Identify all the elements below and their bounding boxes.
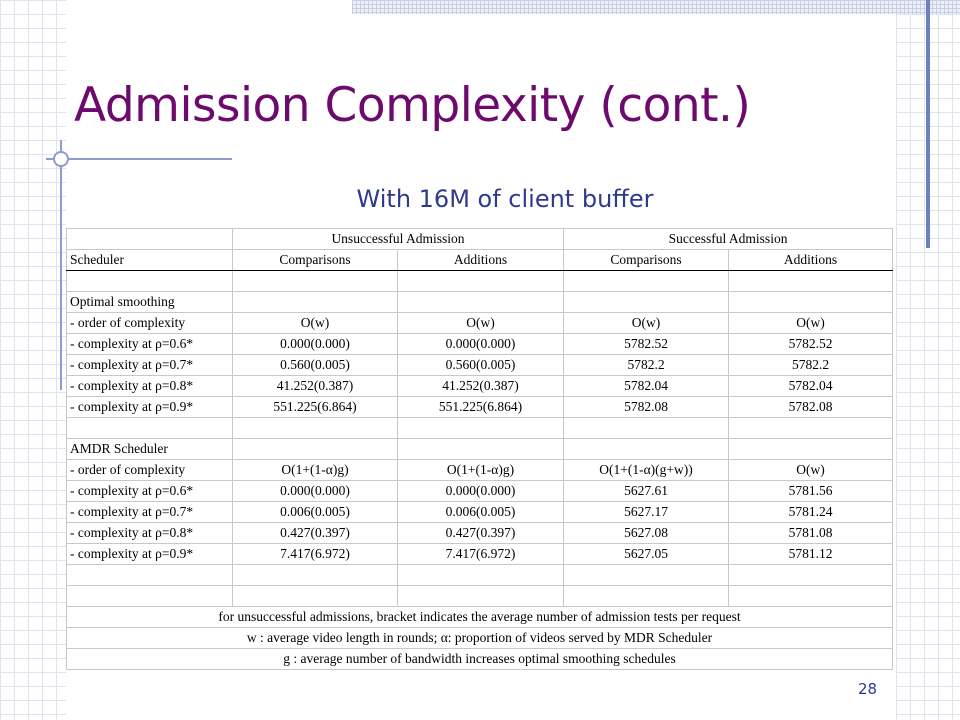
table-cell: 0.427(0.397) xyxy=(233,523,398,544)
column-header-additions: Additions xyxy=(398,250,564,271)
table-cell: 7.417(6.972) xyxy=(398,544,564,565)
table-cell: 5627.61 xyxy=(564,481,729,502)
table-cell: O(1+(1-α)(g+w)) xyxy=(564,460,729,481)
table-cell: 41.252(0.387) xyxy=(233,376,398,397)
table-cell: 41.252(0.387) xyxy=(398,376,564,397)
section-title-optimal-smoothing: Optimal smoothing xyxy=(67,292,233,313)
background-grid-left xyxy=(0,0,66,720)
table-cell: 0.000(0.000) xyxy=(398,481,564,502)
table-cell: O(1+(1-α)g) xyxy=(233,460,398,481)
table-cell: 5627.08 xyxy=(564,523,729,544)
table-cell: 0.560(0.005) xyxy=(233,355,398,376)
table-cell: 0.000(0.000) xyxy=(398,334,564,355)
section-header-row xyxy=(67,292,893,313)
table-cell: 5782.2 xyxy=(729,355,893,376)
section-header-row xyxy=(67,439,893,460)
table-cell: O(w) xyxy=(729,460,893,481)
table-cell: 5627.05 xyxy=(564,544,729,565)
table-cell: 551.225(6.864) xyxy=(398,397,564,418)
table-cell: 5781.08 xyxy=(729,523,893,544)
table-row xyxy=(67,397,893,418)
table-cell: 5782.2 xyxy=(564,355,729,376)
table-blank-row xyxy=(67,418,893,439)
table-row xyxy=(67,460,893,481)
row-label: - complexity at ρ=0.6* xyxy=(67,334,233,355)
column-header-scheduler: Scheduler xyxy=(67,250,233,271)
note-brackets: for unsuccessful admissions, bracket indicates the average number of admission tests per request xyxy=(67,607,893,628)
row-label: - order of complexity xyxy=(67,313,233,334)
row-label: - complexity at ρ=0.8* xyxy=(67,523,233,544)
table-row xyxy=(67,376,893,397)
table-note-row xyxy=(67,607,893,628)
table-row xyxy=(67,355,893,376)
table-cell: 5781.56 xyxy=(729,481,893,502)
table-cell: O(1+(1-α)g) xyxy=(398,460,564,481)
table-cell: O(w) xyxy=(398,313,564,334)
table-row xyxy=(67,334,893,355)
table-cell: 5627.17 xyxy=(564,502,729,523)
table-row xyxy=(67,502,893,523)
table-blank-row xyxy=(67,271,893,292)
table-row xyxy=(67,481,893,502)
table-cell: 5782.04 xyxy=(564,376,729,397)
table-cell: 5782.52 xyxy=(564,334,729,355)
table-cell: 5782.04 xyxy=(729,376,893,397)
row-label: - complexity at ρ=0.7* xyxy=(67,502,233,523)
table-cell: 5781.24 xyxy=(729,502,893,523)
slide-title: Admission Complexity (cont.) xyxy=(74,78,751,133)
column-header-comparisons: Comparisons xyxy=(564,250,729,271)
table-cell: 5782.08 xyxy=(564,397,729,418)
table-column-header-row xyxy=(67,250,893,271)
column-header-additions: Additions xyxy=(729,250,893,271)
table-cell: 5782.08 xyxy=(729,397,893,418)
table-cell: 5781.12 xyxy=(729,544,893,565)
table-row xyxy=(67,544,893,565)
column-header-comparisons: Comparisons xyxy=(233,250,398,271)
table-cell: 0.006(0.005) xyxy=(233,502,398,523)
note-g: g : average number of bandwidth increases optimal smoothing schedules xyxy=(67,649,893,670)
complexity-table xyxy=(66,228,893,670)
table-cell: 551.225(6.864) xyxy=(233,397,398,418)
row-label: - order of complexity xyxy=(67,460,233,481)
row-label: - complexity at ρ=0.9* xyxy=(67,544,233,565)
table-cell: 0.000(0.000) xyxy=(233,334,398,355)
table-cell: 7.417(6.972) xyxy=(233,544,398,565)
table-row xyxy=(67,313,893,334)
group-header-successful: Successful Admission xyxy=(564,229,893,250)
table-cell: 0.560(0.005) xyxy=(398,355,564,376)
table-cell: O(w) xyxy=(729,313,893,334)
section-title-amdr-scheduler: AMDR Scheduler xyxy=(67,439,233,460)
row-label: - complexity at ρ=0.6* xyxy=(67,481,233,502)
slide-subtitle: With 16M of client buffer xyxy=(356,185,654,213)
table-cell: 5782.52 xyxy=(729,334,893,355)
note-w-alpha: w : average video length in rounds; α: proportion of videos served by MDR Scheduler xyxy=(67,628,893,649)
table-row xyxy=(67,523,893,544)
table-cell: O(w) xyxy=(564,313,729,334)
decorative-vertical-line-left xyxy=(60,140,62,390)
table-blank-row xyxy=(67,586,893,607)
table-cell: O(w) xyxy=(233,313,398,334)
row-label: - complexity at ρ=0.9* xyxy=(67,397,233,418)
table-blank-row xyxy=(67,565,893,586)
complexity-table-sheet xyxy=(66,228,894,672)
table-group-header-row xyxy=(67,229,893,250)
page-number: 28 xyxy=(858,680,878,698)
table-cell: 0.006(0.005) xyxy=(398,502,564,523)
table-note-row xyxy=(67,649,893,670)
title-underline xyxy=(46,158,232,160)
group-header-unsuccessful: Unsuccessful Admission xyxy=(233,229,564,250)
decorative-top-band xyxy=(352,0,960,14)
table-note-row xyxy=(67,628,893,649)
row-label: - complexity at ρ=0.8* xyxy=(67,376,233,397)
row-label: - complexity at ρ=0.7* xyxy=(67,355,233,376)
table-cell: 0.427(0.397) xyxy=(398,523,564,544)
decorative-circle-icon xyxy=(53,151,69,167)
table-cell: 0.000(0.000) xyxy=(233,481,398,502)
